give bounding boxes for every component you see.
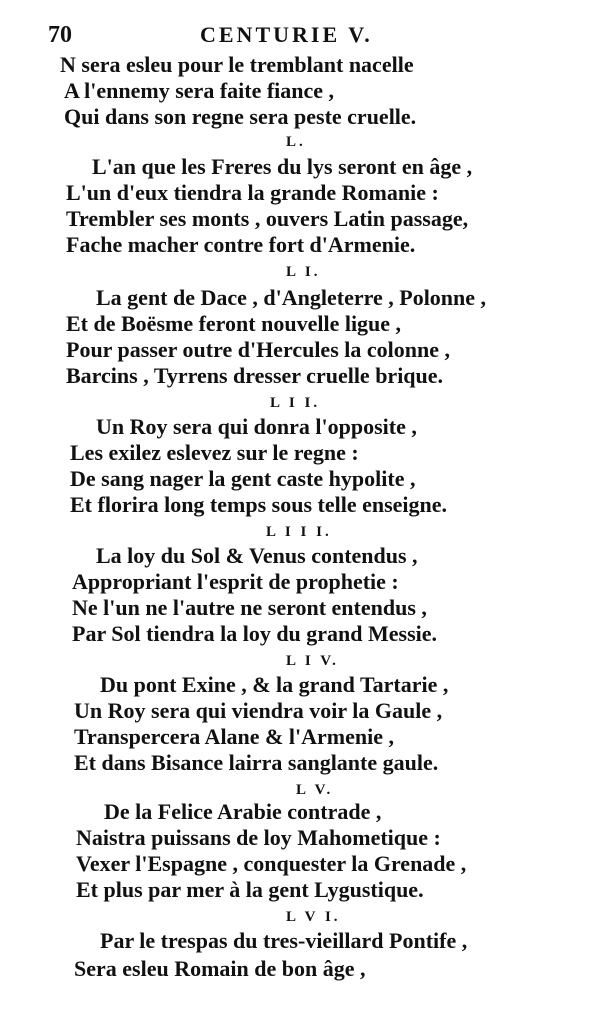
verse-line: Et dans Bisance lairra sanglante gaule. [74,750,439,775]
verse-line: N sera esleu pour le tremblant nacelle [60,52,414,77]
verse-line: Vexer l'Espagne , conquester la Grenade , [76,851,467,876]
verse-line: Appropriant l'esprit de prophetie : [72,569,399,594]
verse-line: Transpercera Alane & l'Armenie , [74,724,394,749]
verse-line: A l'ennemy sera faite fiance , [64,78,335,103]
verse-line: Un Roy sera qui donra l'opposite , [96,414,417,439]
verse-line: Pour passer outre d'Hercules la colonne , [66,337,450,362]
verse-line: Naistra puissans de loy Mahometique : [76,825,441,850]
verse-line: Et plus par mer à la gent Lygustique. [76,877,424,902]
verse-line: L'un d'eux tiendra la grande Romanie : [66,180,439,205]
quatrain-number: L V I. [286,909,341,925]
verse-line: De la Felice Arabie contrade , [104,799,382,824]
quatrain-number: L I I. [270,395,321,411]
verse-line: Du pont Exine , & la grand Tartarie , [100,672,449,697]
verse-line: Et florira long temps sous telle enseigne. [70,492,448,517]
page-header [48,22,563,48]
quatrain-number: L I V. [286,653,339,669]
verse-line: De sang nager la gent caste hypolite , [70,466,416,491]
quatrain-number: L I. [286,264,321,280]
running-title: CENTURIE V. [200,22,373,47]
verse-line: Par le trespas du tres-vieillard Pontife , [100,928,468,953]
verse-line: Les exilez eslevez sur le regne : [70,440,359,465]
verse-line: Sera esleu Romain de bon âge , [74,956,366,981]
verse-line: La gent de Dace , d'Angleterre , Polonne , [96,285,487,310]
quatrain-number: L V. [296,782,334,798]
quatrain-number: L I I I. [266,524,332,540]
verse-line: Ne l'un ne l'autre ne seront entendus , [72,595,427,620]
verse-line: Barcins , Tyrrens dresser cruelle brique. [66,363,444,388]
verse-line: Par Sol tiendra la loy du grand Messie. [72,621,438,646]
page-number: 70 [48,22,72,48]
verse-line: Fache macher contre fort d'Armenie. [66,232,416,257]
verse-line: La loy du Sol & Venus contendus , [96,543,418,568]
verse-line: Un Roy sera qui viendra voir la Gaule , [74,698,443,723]
verse-line: Et de Boësme feront nouvelle ligue , [66,311,402,336]
quatrain-number: L. [286,134,306,150]
verse-line: Trembler ses monts , ouvers Latin passage, [66,206,469,231]
verse-line: Qui dans son regne sera peste cruelle. [64,104,417,129]
verse-line: L'an que les Freres du lys seront en âge , [92,154,473,179]
